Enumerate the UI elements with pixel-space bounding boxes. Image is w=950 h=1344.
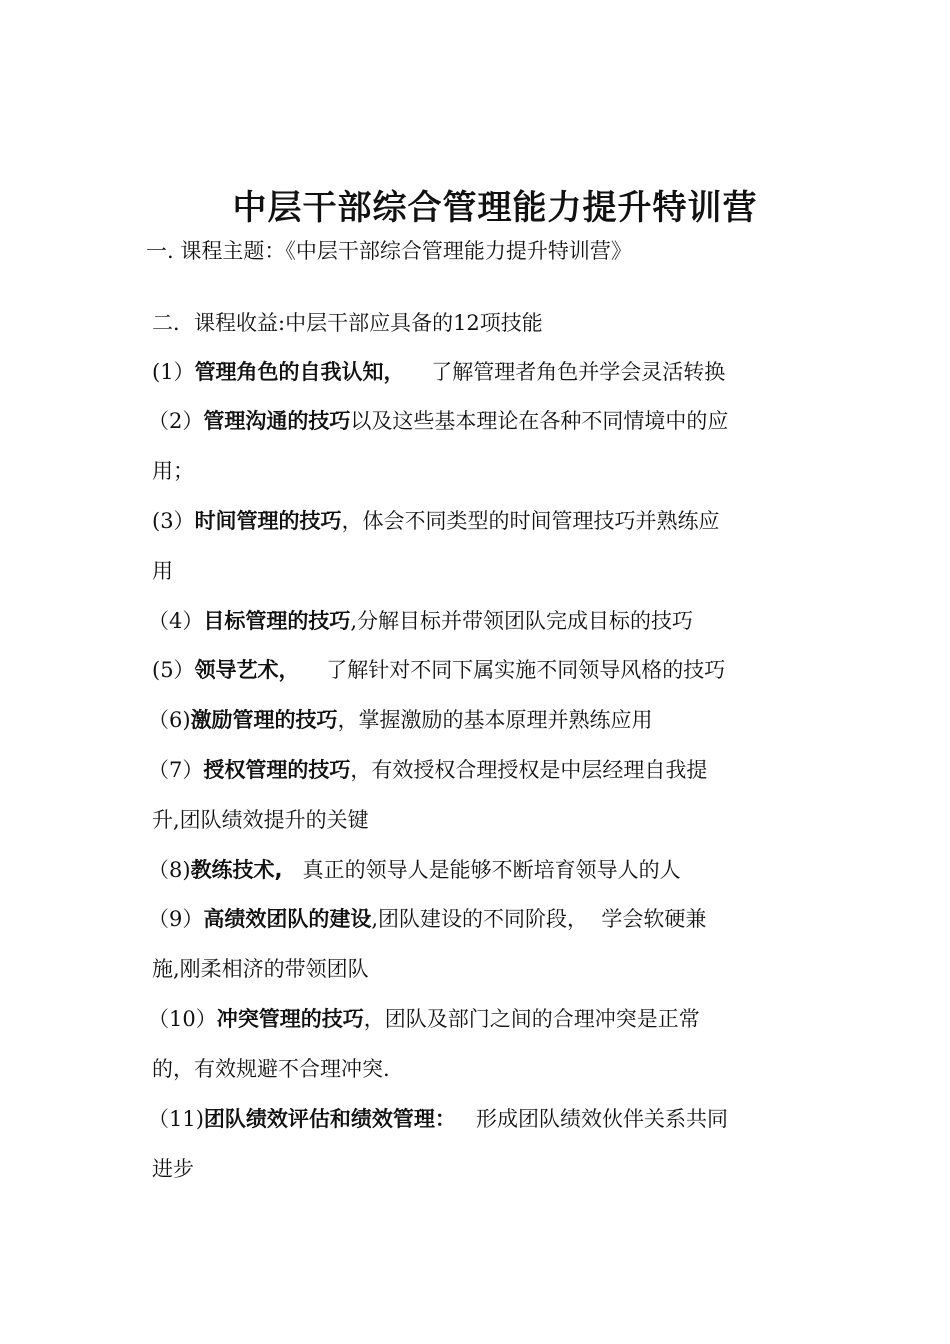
item-number: （9） <box>148 907 204 931</box>
list-item <box>148 994 798 1044</box>
item-continuation: 施,刚柔相济的带领团队 <box>152 957 369 981</box>
list-item <box>152 645 802 695</box>
item-keyword: 冲突管理的技巧 <box>216 1007 364 1031</box>
item-text: 了解针对不同下属实施不同领导风格的技巧 <box>299 658 726 682</box>
item-keyword: 高绩效团队的建设 <box>203 907 372 931</box>
item-text: 真正的领导人是能够不断培育领导人的人 <box>282 858 681 882</box>
item-continuation: 进步 <box>152 1157 194 1181</box>
item-keyword: 教练技术, <box>190 858 283 882</box>
item-text: 以及这些基本理论在各种不同情境中的应 <box>350 409 729 433</box>
item-text: 形成团队绩效伙伴关系共同 <box>455 1107 728 1131</box>
item-keyword: 授权管理的技巧 <box>203 758 351 782</box>
item-number: （11) <box>148 1107 204 1131</box>
item-text: ,团队建设的不同阶段， 学会软硬兼 <box>371 907 707 931</box>
item-number: (5） <box>152 658 195 682</box>
item-continuation: 用 <box>152 559 173 583</box>
list-item <box>148 894 798 944</box>
item-keyword: 激励管理的技巧 <box>190 708 338 732</box>
item-text: ，团队及部门之间的合理冲突是正常 <box>363 1007 700 1031</box>
item-keyword: 管理沟通的技巧 <box>203 409 351 433</box>
list-item <box>148 396 798 446</box>
list-item <box>148 596 798 646</box>
item-keyword: 时间管理的技巧 <box>194 509 342 533</box>
list-item <box>148 1094 798 1144</box>
item-continuation: 的，有效规避不合理冲突. <box>152 1057 390 1081</box>
item-text: ,分解目标并带领团队完成目标的技巧 <box>350 609 694 633</box>
item-text: 了解管理者角色并学会灵活转换 <box>404 360 726 384</box>
list-item <box>152 347 802 397</box>
course-benefit-heading: 二．课程收益:中层干部应具备的12项技能 <box>152 311 543 335</box>
list-item <box>148 695 798 745</box>
list-item <box>148 745 798 795</box>
item-number: （8) <box>148 858 191 882</box>
item-text: ，掌握激励的基本原理并熟练应用 <box>337 708 653 732</box>
item-keyword: 领导艺术， <box>194 658 300 682</box>
course-topic: 一. 课程主题：《中层干部综合管理能力提升特训营》 <box>146 239 632 263</box>
item-number: （6) <box>148 708 191 732</box>
item-number: （4） <box>148 609 204 633</box>
item-number: (1） <box>152 360 195 384</box>
item-text: ，有效授权合理授权是中层经理自我提 <box>350 758 708 782</box>
document-title: 中层干部综合管理能力提升特训营 <box>232 188 758 228</box>
item-continuation: 用； <box>152 459 194 483</box>
item-number: (3） <box>152 509 195 533</box>
item-keyword: 目标管理的技巧 <box>203 609 351 633</box>
item-number: （10） <box>148 1007 217 1031</box>
item-number: （7） <box>148 758 204 782</box>
item-text: ，体会不同类型的时间管理技巧并熟练应 <box>341 509 720 533</box>
list-item <box>152 496 802 546</box>
item-number: （2） <box>148 409 204 433</box>
list-item <box>148 845 798 895</box>
item-continuation: 升,团队绩效提升的关键 <box>152 808 369 832</box>
item-keyword: 团队绩效评估和绩效管理： <box>203 1107 456 1131</box>
item-keyword: 管理角色的自我认知， <box>194 360 405 384</box>
